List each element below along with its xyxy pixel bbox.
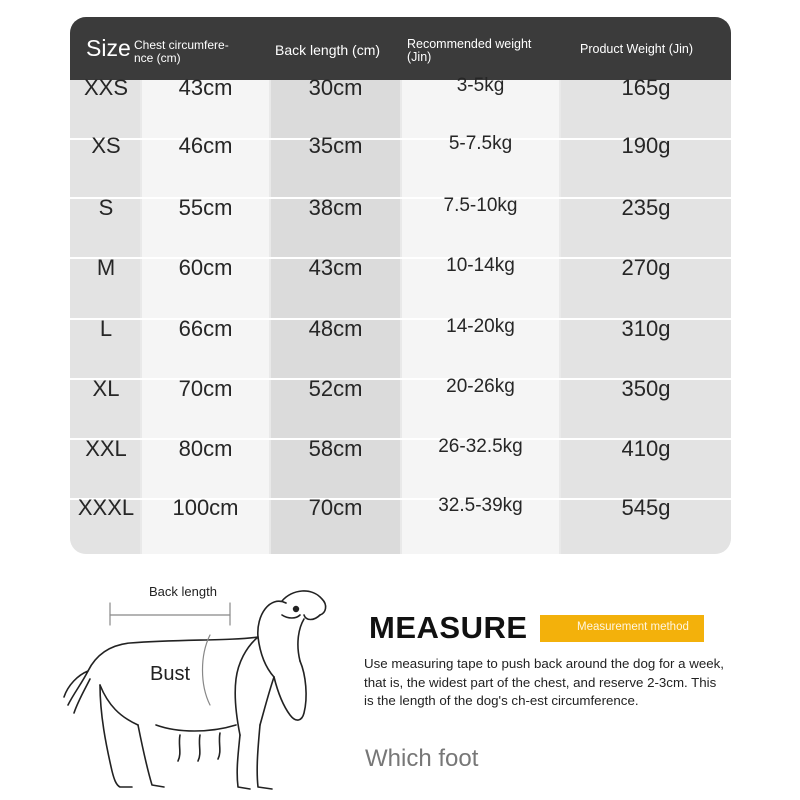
cell-chest: 55cm	[178, 195, 233, 220]
cell-recommended-weight: 7.5-10kg	[443, 195, 518, 216]
cell-recommended-weight: 32.5-39kg	[438, 495, 523, 516]
cell-chest: 100cm	[172, 495, 239, 520]
cell-recommended-weight: 5-7.5kg	[448, 133, 513, 154]
cell-product-weight: 190g	[621, 133, 671, 158]
cell-size: L	[99, 316, 113, 341]
header-chest: Chest circumfere- nce (cm)	[134, 38, 229, 65]
cell-product-weight: 545g	[621, 495, 671, 520]
size-table	[70, 17, 731, 554]
cell-product-weight: 310g	[621, 316, 671, 341]
bust-line	[203, 635, 211, 705]
cell-product-weight: 350g	[621, 376, 671, 401]
which-foot-heading: Which foot	[365, 745, 479, 772]
measure-title: MEASURE	[369, 610, 528, 645]
cell-back-length: 35cm	[308, 133, 363, 158]
cell-size: XL	[92, 376, 120, 401]
dog-outline	[64, 591, 326, 789]
cell-back-length: 58cm	[308, 436, 363, 461]
bust-label: Bust	[150, 663, 191, 685]
cell-chest: 46cm	[178, 133, 233, 158]
cell-recommended-weight: 10-14kg	[446, 255, 515, 276]
cell-back-length: 70cm	[308, 495, 363, 520]
cell-back-length: 43cm	[308, 255, 363, 280]
table-header	[70, 17, 731, 80]
cell-back-length: 38cm	[308, 195, 363, 220]
cell-chest: 66cm	[178, 316, 233, 341]
header-recommended-weight: Recommended weight (Jin)	[407, 37, 532, 65]
cell-size: S	[98, 195, 114, 220]
header-size: Size	[86, 35, 131, 61]
cell-recommended-weight: 26-32.5kg	[438, 436, 523, 457]
cell-size: XXXL	[77, 495, 135, 520]
cell-product-weight: 270g	[621, 255, 671, 280]
cell-size: XS	[91, 133, 121, 158]
cell-recommended-weight: 14-20kg	[446, 316, 515, 337]
cell-size: M	[96, 255, 116, 280]
cell-size: XXS	[83, 75, 129, 100]
cell-chest: 80cm	[178, 436, 233, 461]
header-product-weight: Product Weight (Jin)	[580, 42, 694, 56]
measure-description: Use measuring tape to push back around the dog for a week, that is, the widest part of the chest, and reserve 2-3cm. This is the length of the dog's ch-est circumference.	[364, 656, 724, 708]
cell-back-length: 48cm	[308, 316, 363, 341]
back-length-line	[110, 603, 230, 625]
cell-product-weight: 235g	[621, 195, 671, 220]
cell-recommended-weight: 3-5kg	[456, 75, 505, 96]
cell-back-length: 30cm	[308, 75, 363, 100]
cell-recommended-weight: 20-26kg	[446, 376, 515, 397]
dog-measurement-diagram	[60, 575, 360, 800]
cell-size: XXL	[85, 436, 127, 461]
cell-product-weight: 410g	[621, 436, 671, 461]
back-length-label: Back length	[149, 584, 217, 599]
cell-chest: 43cm	[178, 75, 233, 100]
cell-chest: 60cm	[178, 255, 233, 280]
cell-back-length: 52cm	[308, 376, 363, 401]
cell-chest: 70cm	[178, 376, 233, 401]
measure-subtitle: Measurement method	[577, 621, 689, 633]
cell-product-weight: 165g	[621, 75, 671, 100]
header-back-length: Back length (cm)	[275, 42, 381, 58]
